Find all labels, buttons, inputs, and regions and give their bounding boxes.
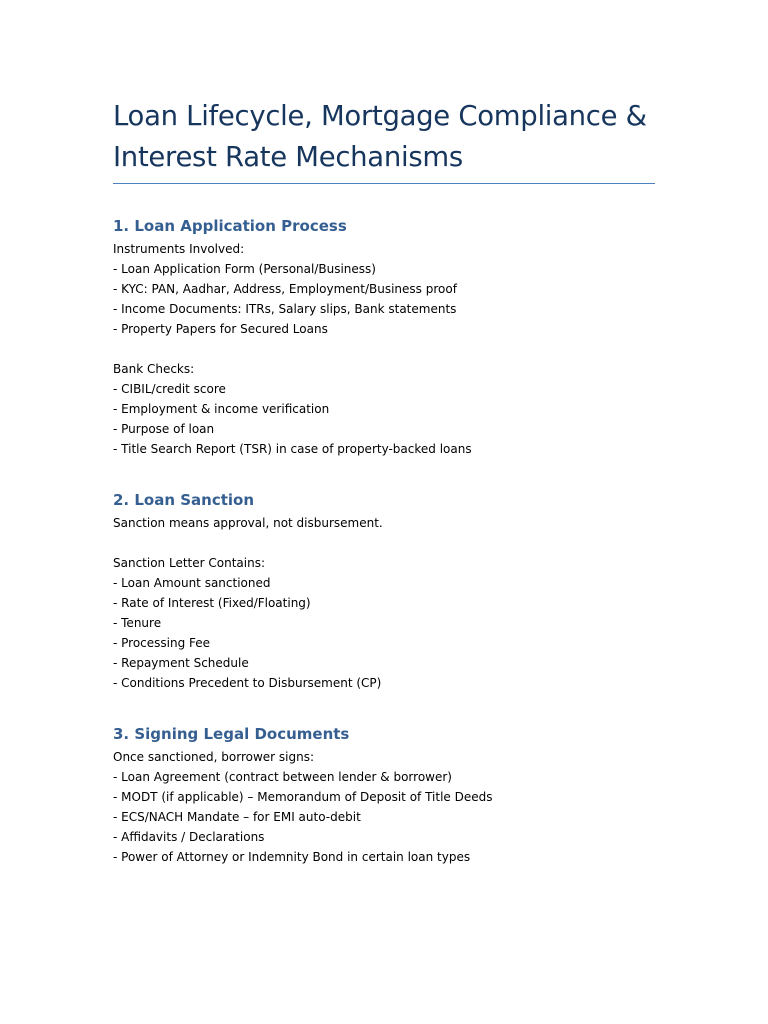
document-title-line-1: Loan Lifecycle, Mortgage Compliance &: [113, 100, 647, 132]
list-item: - MODT (if applicable) – Memorandum of Deposit of Title Deeds: [113, 790, 493, 804]
list-item: - KYC: PAN, Aadhar, Address, Employment/Business proof: [113, 282, 457, 296]
list-item: - Repayment Schedule: [113, 656, 249, 670]
list-item: - Conditions Precedent to Disbursement (CP): [113, 676, 382, 690]
block-intro-text: Instruments Involved:: [113, 242, 245, 256]
block-intro-text: Bank Checks:: [113, 362, 195, 376]
list-item: - Affidavits / Declarations: [113, 830, 265, 844]
list-item: - Loan Application Form (Personal/Business): [113, 262, 376, 276]
list-item: - Purpose of loan: [113, 422, 215, 436]
list-item: - Income Documents: ITRs, Salary slips, Bank statements: [113, 302, 457, 316]
section-1: [113, 215, 655, 459]
list-item: - Tenure: [113, 616, 162, 630]
paragraph-gap: [113, 533, 655, 553]
title-underline-rule: [113, 183, 655, 184]
block-intro-text: Sanction means approval, not disbursement.: [113, 516, 383, 530]
list-item: - Title Search Report (TSR) in case of property-backed loans: [113, 442, 472, 456]
list-item: - Processing Fee: [113, 636, 211, 650]
text-block: [113, 553, 655, 693]
list-item: - Power of Attorney or Indemnity Bond in certain loan types: [113, 850, 471, 864]
list-item: - CIBIL/credit score: [113, 382, 226, 396]
document-title: [113, 96, 655, 178]
document-title-line-2: Interest Rate Mechanisms: [113, 141, 463, 173]
list-item: - ECS/NACH Mandate – for EMI auto-debit: [113, 810, 361, 824]
section-2: [113, 489, 655, 693]
text-block: [113, 513, 655, 533]
text-block: [113, 747, 655, 867]
list-item: - Rate of Interest (Fixed/Floating): [113, 596, 311, 610]
text-block: [113, 359, 655, 459]
section-3: [113, 723, 655, 867]
block-intro-text: Once sanctioned, borrower signs:: [113, 750, 315, 764]
list-item: - Loan Amount sanctioned: [113, 576, 271, 590]
section-heading: 2. Loan Sanction: [113, 491, 255, 509]
block-intro-text: Sanction Letter Contains:: [113, 556, 265, 570]
text-block: [113, 239, 655, 339]
section-heading: 1. Loan Application Process: [113, 217, 347, 235]
document-page: [113, 96, 655, 867]
section-heading: 3. Signing Legal Documents: [113, 725, 350, 743]
list-item: - Loan Agreement (contract between lender & borrower): [113, 770, 452, 784]
list-item: - Employment & income verification: [113, 402, 330, 416]
sections-container: [113, 215, 655, 867]
paragraph-gap: [113, 339, 655, 359]
list-item: - Property Papers for Secured Loans: [113, 322, 328, 336]
